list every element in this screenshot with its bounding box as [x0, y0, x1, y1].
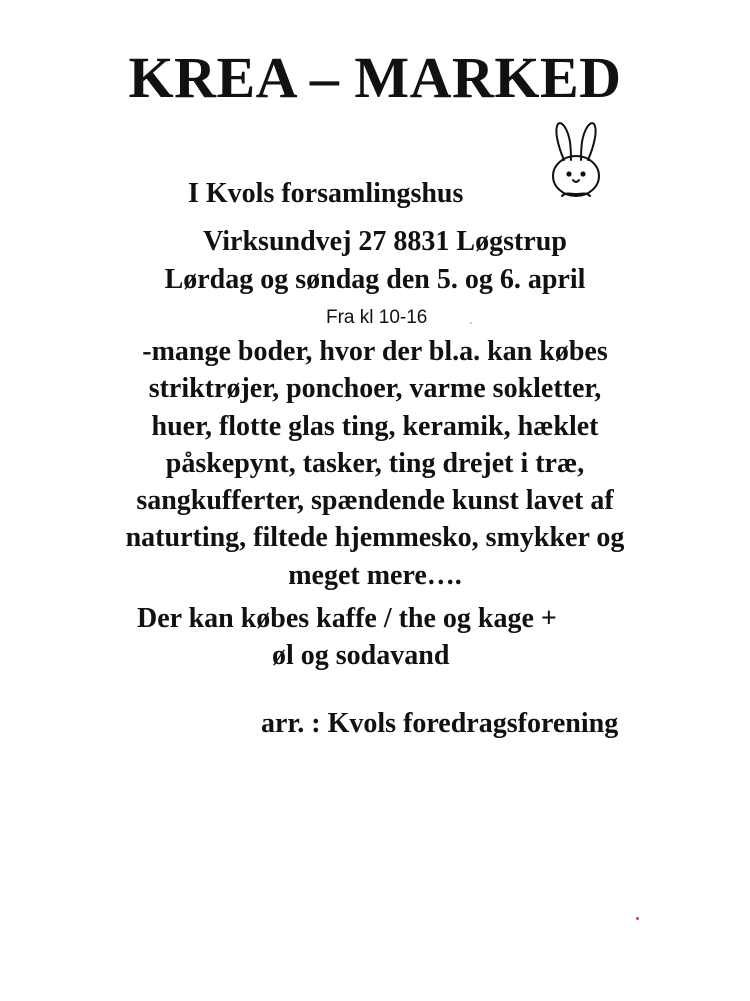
description-line: sangkufferter, spændende kunst lavet af — [136, 485, 614, 517]
description-line: påskepynt, tasker, ting drejet i træ, — [165, 447, 585, 479]
refreshments-line: øl og sodavand — [272, 640, 450, 671]
bunny-icon — [544, 120, 608, 200]
description-line: striktrøjer, ponchoer, varme sokletter, — [148, 373, 602, 405]
speck — [470, 322, 472, 324]
description-line: meget mere…. — [288, 559, 462, 591]
description — [0, 333, 750, 594]
description-line: naturting, filtede hjemmesko, smykker og — [125, 522, 625, 554]
venue-address: Virksundvej 27 8831 Løgstrup — [203, 226, 567, 257]
description-line: huer, flotte glas ting, keramik, hæklet — [151, 410, 599, 442]
refreshments-line: Der kan købes kaffe / the og kage + — [137, 603, 557, 634]
description-line: -mange boder, hvor der bl.a. kan købes — [142, 336, 608, 367]
venue-name: I Kvols forsamlingshus — [188, 178, 464, 209]
event-time: Fra kl 10-16 — [326, 307, 428, 328]
event-date: Lørdag og søndag den 5. og 6. april — [164, 264, 586, 295]
poster-title: KREA – MARKED — [128, 45, 622, 110]
speck — [636, 917, 639, 920]
organizer: arr. : Kvols foredragsforening — [261, 708, 619, 739]
